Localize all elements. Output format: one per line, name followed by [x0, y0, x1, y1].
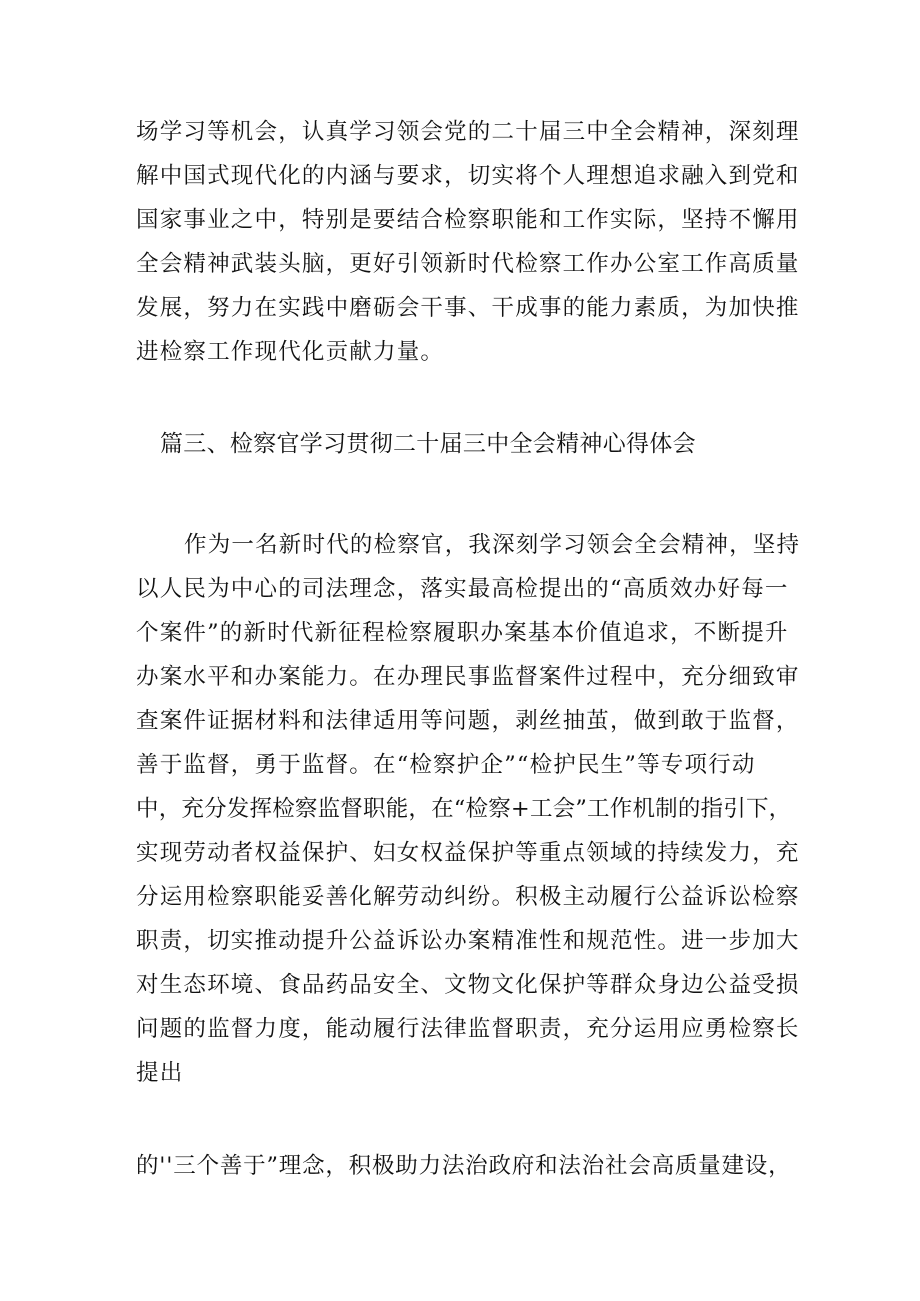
text-line: 场学习等机会，认真学习领会党的二十届三中全会精神，深刻理: [136, 119, 800, 145]
text-line: 善于监督，勇于监督。在“检察护企”“检护民生”等专项行动: [136, 752, 756, 778]
text-line: 办案水平和办案能力。在办理民事监督案件过程中，充分细致审: [136, 664, 800, 690]
text-line: 发展，努力在实践中磨砺会干事、干成事的能力素质，为加快推: [136, 295, 800, 321]
text-line: 实现劳动者权益保护、妇女权益保护等重点领域的持续发力，充: [136, 840, 800, 866]
text-line: 职责，切实推动提升公益诉讼办案精准性和规范性。进一步加大: [136, 928, 800, 954]
section-heading: 篇三、检察官学习贯彻二十届三中全会精神心得体会: [160, 431, 696, 457]
text-line: 对生态环境、食品药品安全、文物文化保护等群众身边公益受损: [136, 972, 800, 998]
text-line: 作为一名新时代的检察官，我深刻学习领会全会精神，坚持: [184, 532, 801, 558]
text-line: 问题的监督力度，能动履行法律监督职责，充分运用应勇检察长: [136, 1016, 800, 1042]
text-line: 全会精神武装头脑，更好引领新时代检察工作办公室工作高质量: [136, 251, 800, 277]
text-line: 查案件证据材料和法律适用等问题，剥丝抽茧，做到敢于监督，: [136, 708, 800, 734]
text-line: 中，充分发挥检察监督职能，在“检察+工会”工作机制的指引下，: [136, 796, 792, 822]
text-line: 个案件”的新时代新征程检察履职办案基本价值追求，不断提升: [136, 620, 789, 646]
text-line: 分运用检察职能妥善化解劳动纠纷。积极主动履行公益诉讼检察: [136, 884, 800, 910]
text-line: 进检察工作现代化贡献力量。: [136, 339, 445, 365]
text-line: 的''三个善于”理念，积极助力法治政府和法治社会高质量建设，: [136, 1153, 792, 1179]
text-line: 国家事业之中，特别是要结合检察职能和工作实际，坚持不懈用: [136, 207, 800, 233]
text-line: 提出: [136, 1060, 184, 1086]
text-line: 解中国式现代化的内涵与要求，切实将个人理想追求融入到党和: [136, 163, 800, 189]
text-line: 以人民为中心的司法理念，落实最高检提出的“高质效办好每一: [136, 576, 789, 602]
